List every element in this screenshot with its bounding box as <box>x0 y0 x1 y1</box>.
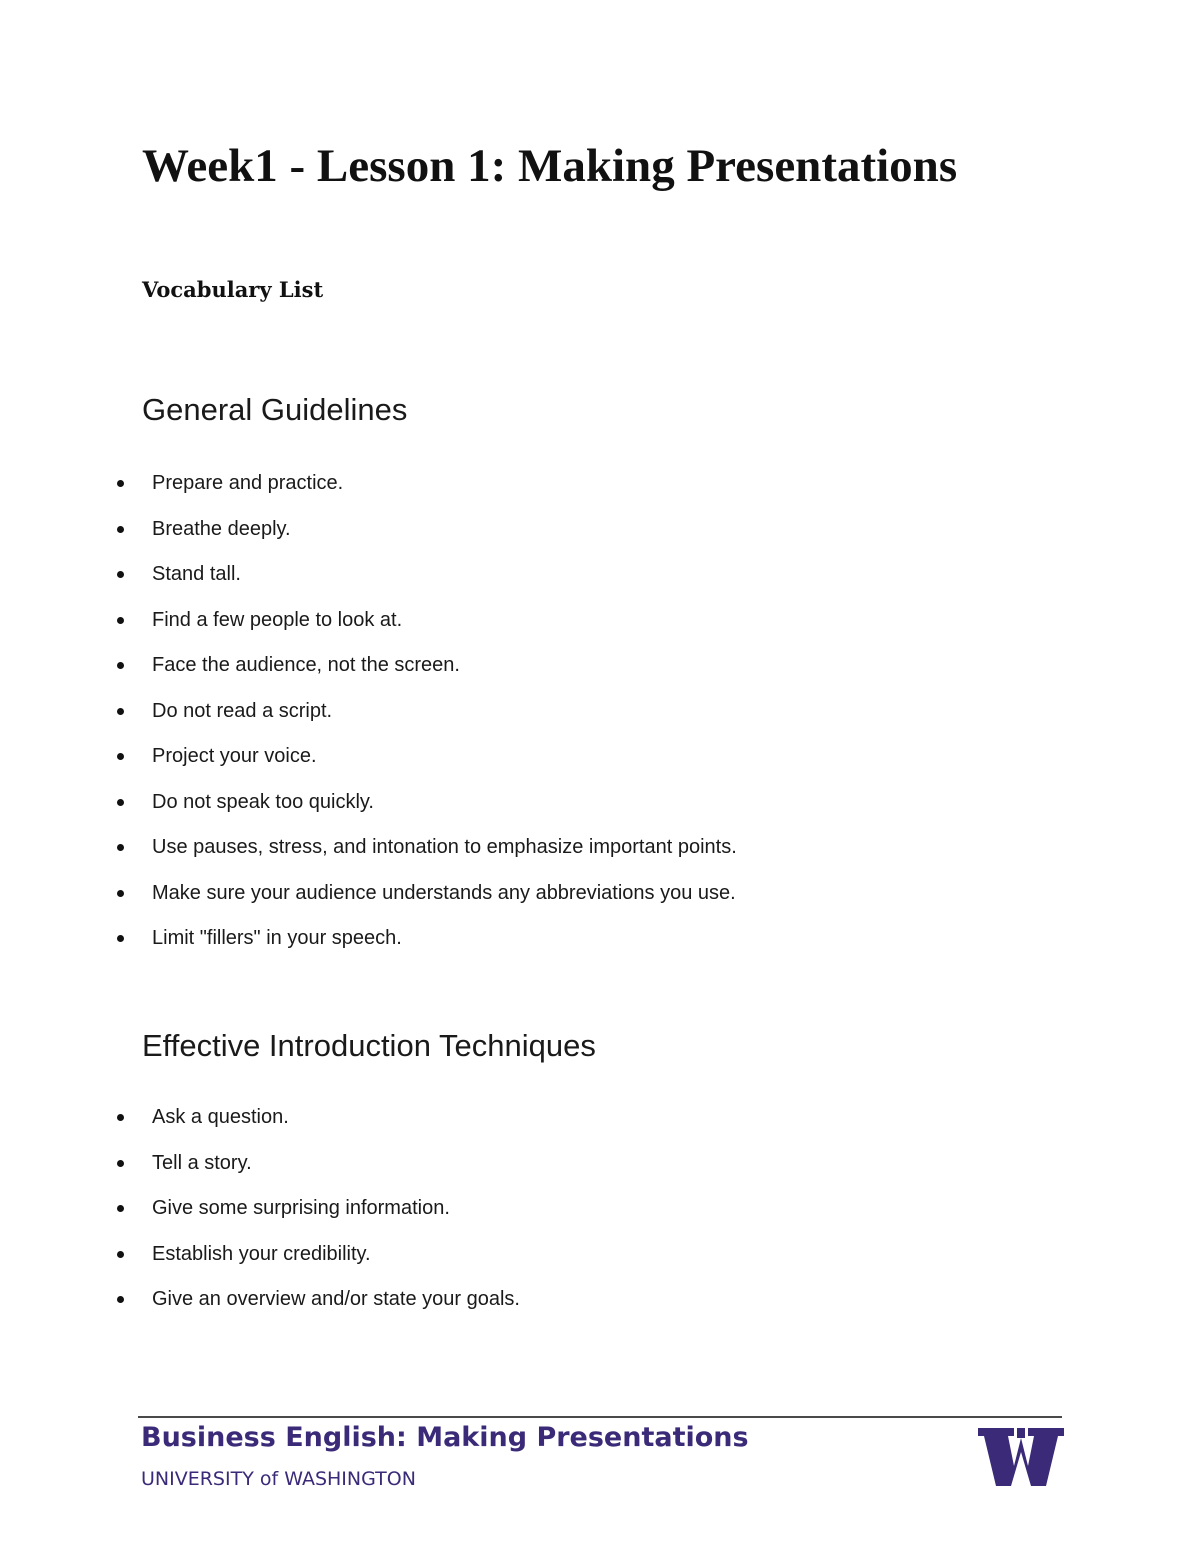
bullet-icon <box>117 480 124 487</box>
bullet-icon <box>117 662 124 669</box>
footer-university-name: UNIVERSITY of WASHINGTON <box>141 1468 416 1490</box>
list-item-text: Face the audience, not the screen. <box>152 654 460 676</box>
list-item-text: Ask a question. <box>152 1106 289 1128</box>
bullet-icon <box>117 1160 124 1167</box>
list-item-text: Project your voice. <box>152 745 317 767</box>
bullet-icon <box>117 890 124 897</box>
bullet-icon <box>117 753 124 760</box>
vocabulary-list-heading: Vocabulary List <box>142 277 324 302</box>
bullet-icon <box>117 1205 124 1212</box>
list-item-text: Tell a story. <box>152 1151 252 1174</box>
section-heading-general-guidelines: General Guidelines <box>142 392 408 427</box>
footer-course-title: Business English: Making Presentations <box>141 1422 749 1453</box>
bullet-icon <box>117 799 124 806</box>
list-item-text: Establish your credibility. <box>152 1242 371 1265</box>
list-item-text: Do not speak too quickly. <box>152 790 374 813</box>
list-item-text: Stand tall. <box>152 563 241 585</box>
list-item-text: Limit "fillers" in your speech. <box>152 927 402 949</box>
list-item-text: Do not read a script. <box>152 699 333 722</box>
bullet-icon <box>117 617 124 624</box>
list-item-text: Make sure your audience understands any abbreviations you use. <box>152 881 736 904</box>
bullet-icon <box>117 571 124 578</box>
bullet-icon <box>117 708 124 715</box>
bullet-icon <box>117 1114 124 1121</box>
list-item-text: Breathe deeply. <box>152 517 291 540</box>
section-heading-introduction-techniques: Effective Introduction Techniques <box>142 1028 596 1063</box>
list-item-text: Use pauses, stress, and intonation to emphasize important points. <box>152 836 737 858</box>
bullet-icon <box>117 1296 124 1303</box>
bullet-icon <box>117 844 124 851</box>
list-item-text: Give some surprising information. <box>152 1197 450 1219</box>
uw-w-logo-icon <box>978 1428 1064 1486</box>
page-title: Week1 - Lesson 1: Making Presentations <box>142 140 958 192</box>
bullet-icon <box>117 935 124 942</box>
bullet-icon <box>117 1251 124 1258</box>
footer-divider <box>138 1416 1062 1418</box>
bullet-icon <box>117 526 124 533</box>
list-item-text: Give an overview and/or state your goals. <box>152 1288 520 1310</box>
list-item-text: Find a few people to look at. <box>152 608 403 631</box>
list-item-text: Prepare and practice. <box>152 472 344 494</box>
